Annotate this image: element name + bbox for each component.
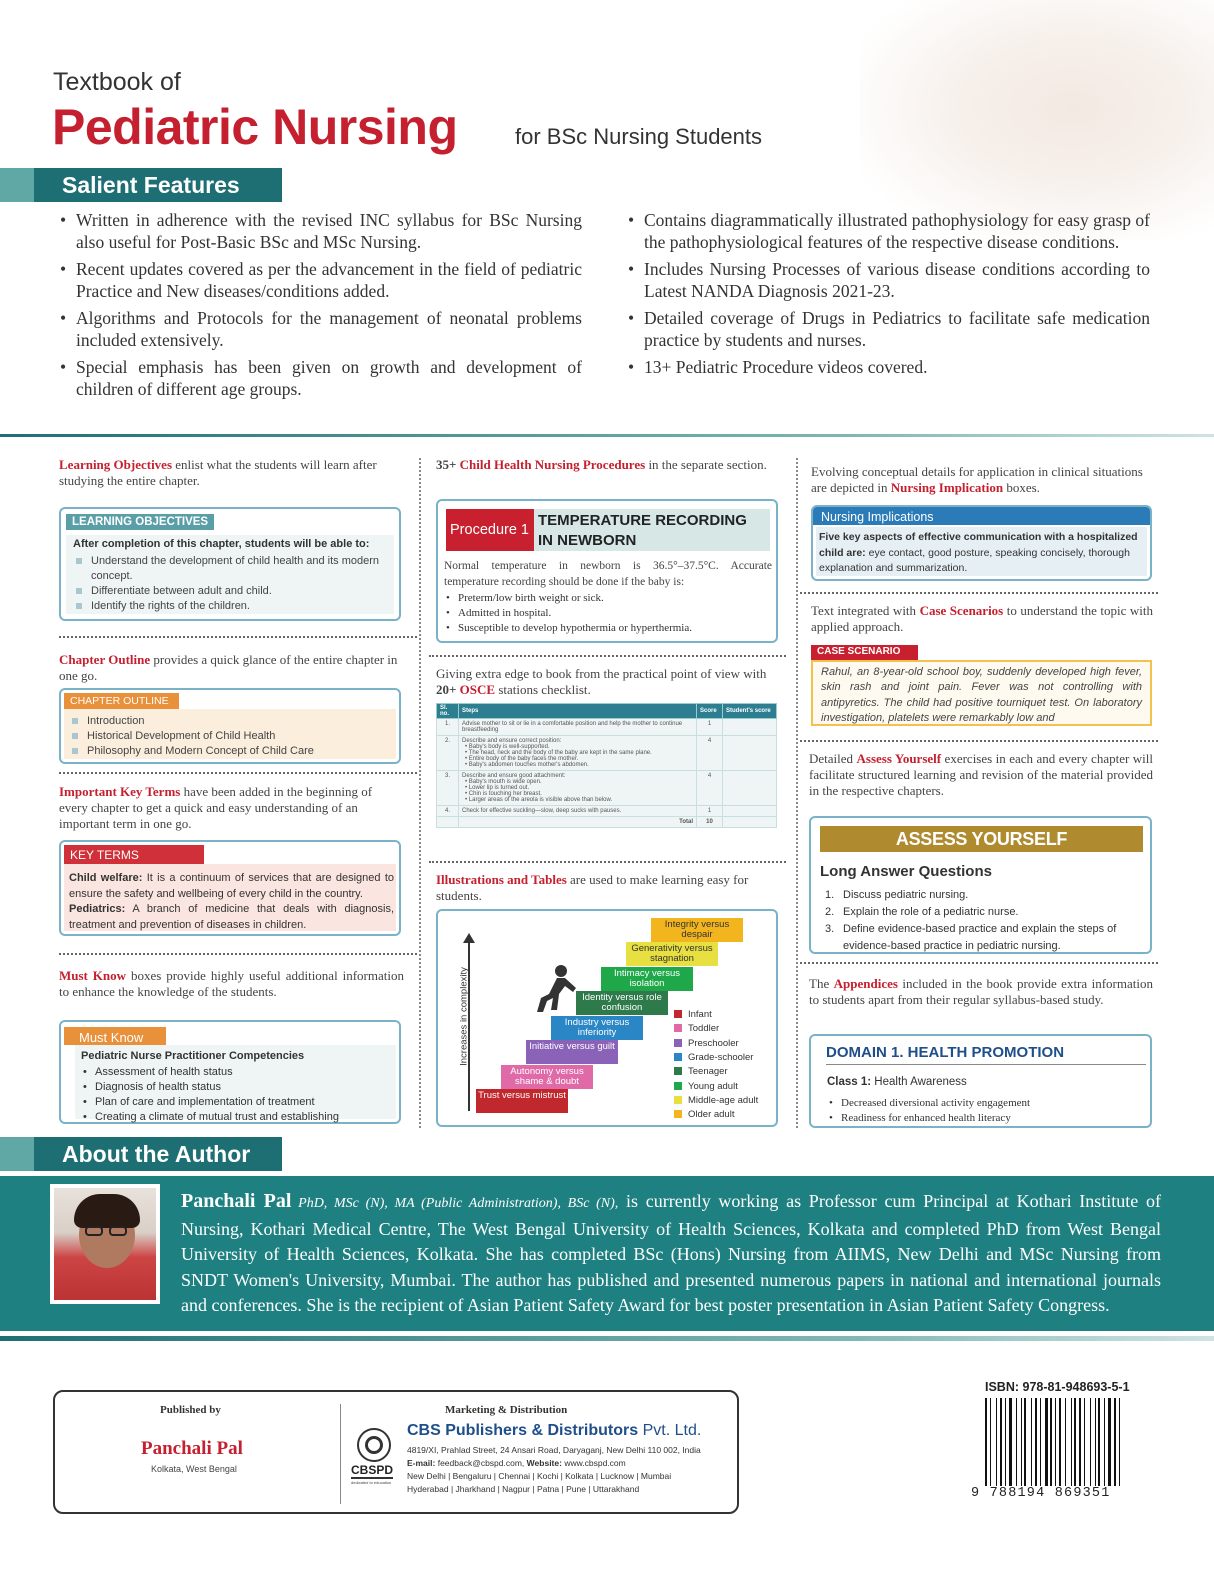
- publisher-name: Panchali Pal: [141, 1438, 243, 1459]
- legend-item: Preschooler: [674, 1038, 739, 1049]
- must-know-label: Must Know: [79, 1030, 144, 1045]
- stage-step: Generativity versus stagnation: [626, 942, 718, 966]
- baby-photo-background: [860, 0, 1214, 240]
- domain-class: Class 1: Health Awareness: [827, 1076, 967, 1088]
- legend-item: Middle-age adult: [674, 1095, 758, 1106]
- separator: [800, 740, 1158, 742]
- barcode-digits: 9 788194 869351: [971, 1486, 1111, 1501]
- distributor-name: CBS Publishers & Distributors Pvt. Ltd.: [407, 1422, 702, 1439]
- table-row: 4. Check for effective suckling—slow, deep sucks with pauses. 1: [437, 806, 777, 817]
- procedure-item: • Admitted in hospital.: [444, 606, 769, 621]
- domain-box: [809, 1034, 1152, 1128]
- domain-title: DOMAIN 1. HEALTH PROMOTION: [826, 1044, 1065, 1061]
- distributor-details: 4819/XI, Prahlad Street, 24 Ansari Road, Daryaganj, New Delhi 110 002, India E-mail: feedback@cbspd.com, Website: www.cbspd.com New Delhi | Bengaluru | Chennai | Kochi | Kolkata | Lucknow | Mumbai Hyderabad | Jharkhand | Nagpur | Patna | Pune | Uttarakhand: [407, 1445, 701, 1494]
- appendices-intro: The Appendices included in the book provide extra information to students apart from their regular syllabus-based study.: [809, 976, 1153, 1007]
- must-know-item: • Assessment of health status: [81, 1065, 391, 1080]
- stage-step: Initiative versus guilt: [526, 1040, 618, 1064]
- must-know-box: [59, 1020, 401, 1124]
- domain-list: [827, 1096, 1147, 1126]
- feature-item: • 13+ Pediatric Procedure videos covered.: [626, 356, 1150, 378]
- publisher-place: Kolkata, West Bengal: [151, 1464, 237, 1474]
- outline-item: Historical Development of Child Health: [69, 729, 389, 744]
- stage-step: Autonomy versus shame & doubt: [501, 1065, 593, 1089]
- arrow-head-icon: [463, 933, 475, 943]
- table-header: Steps: [459, 704, 697, 719]
- procedure-box: [436, 499, 778, 643]
- illustrations-intro: Illustrations and Tables are used to make learning easy for students.: [436, 872, 749, 903]
- feature-item: • Special emphasis has been given on growth and development of children of different age groups.: [58, 356, 582, 400]
- table-row: 3. Describe and ensure good attachment: • Baby's mouth is wide open. • Lower lip is turned out. • Chin is touching her breast. • Larger areas of the areola is visible above than below. 4: [437, 771, 777, 806]
- legend-item: Grade-schooler: [674, 1052, 753, 1063]
- feature-item: • Written in adherence with the revised INC syllabus for BSc Nursing also useful for Post-Basic BSc and MSc Nursing.: [58, 209, 582, 253]
- separator: [429, 861, 786, 863]
- must-know-item: • Creating a climate of mutual trust and establishing: [81, 1110, 391, 1125]
- separator: [800, 962, 1158, 964]
- book-subtitle: for BSc Nursing Students: [515, 124, 763, 149]
- salient-features-heading: Salient Features: [62, 172, 240, 198]
- development-staircase-figure: [436, 909, 778, 1127]
- case-scenario-intro: Text integrated with Case Scenarios to understand the topic with applied approach.: [811, 603, 1153, 634]
- separator: [59, 772, 417, 774]
- nursing-implications-text: Five key aspects of effective communication with a hospitalized child are: eye contact, good posture, speaking concisely, thorough explanation and summarization.: [819, 531, 1138, 574]
- author-photo: [50, 1184, 160, 1304]
- assess-yourself-box: [809, 816, 1152, 954]
- salient-features-right: [626, 209, 1150, 383]
- author-bio: Panchali Pal PhD, MSc (N), MA (Public Administration), BSc (N), is currently working as Professor cum Principal at Kothari Institute of Nursing, Kothari Medical Centre, The West Bengal University of Health Sciences, Kolkata and completed PhD from West Bengal University of Health Sciences, Kolkata. She has completed BSc (Hons) Nursing from AIIMS, New Delhi and MSc Nursing from SNDT Women's University, Mumbai. The author has published and presented numerous papers in national and international journals and conferences. She is the recipient of Asian Patient Safety Award for best poster presentation in Asian Patient Safety Congress.: [181, 1190, 1161, 1315]
- about-author-band: [0, 1137, 282, 1171]
- legend-item: Toddler: [674, 1023, 719, 1034]
- divider-top: [0, 434, 1214, 437]
- question-item: 1. Discuss pediatric nursing.: [825, 889, 969, 901]
- key-terms-box: [59, 840, 401, 936]
- procedure-text: Normal temperature in newborn is 36.5°–37.5°C. Accurate temperature recording should be done if the baby is:: [444, 560, 772, 588]
- salient-features-left: [58, 209, 582, 405]
- objective-item: Identify the rights of the children.: [73, 599, 391, 614]
- case-scenario-box: [811, 660, 1152, 726]
- table-total-row: Total 10: [437, 817, 777, 828]
- chapter-outline-label: CHAPTER OUTLINE: [70, 695, 169, 707]
- objective-item: Differentiate between adult and child.: [73, 584, 391, 599]
- nursing-implication-intro: Evolving conceptual details for application in clinical situations are depicted in Nursing Implication boxes.: [811, 464, 1143, 495]
- domain-item: • Decreased diversional activity engagement: [827, 1096, 1147, 1111]
- separator: [800, 592, 1158, 594]
- isbn-text: ISBN: 978-81-948693-5-1: [985, 1380, 1130, 1394]
- must-know-item: • Diagnosis of health status: [81, 1080, 391, 1095]
- barcode-bars: [985, 1398, 1145, 1486]
- feature-item: • Contains diagrammatically illustrated pathophysiology for easy grasp of the pathophysiological features of the respective disease conditions.: [626, 209, 1150, 253]
- domain-item: • Readiness for enhanced health literacy: [827, 1111, 1147, 1126]
- case-scenario-text: Rahul, an 8-year-old school boy, suddenly developed high fever, skin rash and joint pain. Fever was not controlling with antipyretics. The child had positive tourniquet test. On laboratory investigation, platelets were remarkably low and: [821, 666, 1142, 724]
- title-prefix: Textbook of: [53, 68, 181, 96]
- table-header: Score: [697, 704, 723, 719]
- key-terms-intro: Important Key Terms have been added in the beginning of every chapter to get a quick and easy understanding of an important term in one go.: [59, 784, 373, 831]
- nursing-implications-label: Nursing Implications: [821, 510, 934, 524]
- assess-yourself-intro: Detailed Assess Yourself exercises in each and every chapter will facilitate structured learning and revision of the material provided in the respective chapters.: [809, 751, 1153, 798]
- book-title: Pediatric Nursing: [52, 99, 458, 155]
- legend-item: Teenager: [674, 1066, 728, 1077]
- stage-step: Identity versus role confusion: [576, 991, 668, 1015]
- feature-item: • Includes Nursing Processes of various disease conditions according to Latest NANDA Diagnosis 2021-23.: [626, 258, 1150, 302]
- question-item: 2. Explain the role of a pediatric nurse.: [825, 906, 1019, 918]
- assess-yourself-banner: ASSESS YOURSELF: [820, 826, 1143, 852]
- about-author-heading: About the Author: [62, 1141, 251, 1167]
- learning-objectives-list: [73, 554, 391, 614]
- published-by-label: Published by: [160, 1404, 221, 1416]
- learning-objectives-intro: Learning Objectives enlist what the students will learn after studying the entire chapter.: [59, 457, 377, 488]
- procedure-label: Procedure 1: [450, 522, 529, 538]
- table-header: Student's score: [723, 704, 777, 719]
- divider-bottom: [0, 1336, 1214, 1341]
- must-know-head: Pediatric Nurse Practitioner Competencies: [81, 1050, 305, 1062]
- outline-item: Philosophy and Modern Concept of Child Care: [69, 744, 389, 759]
- nursing-implications-box: [811, 505, 1152, 581]
- separator: [59, 953, 417, 955]
- chapter-outline-intro: Chapter Outline provides a quick glance of the entire chapter in one go.: [59, 652, 398, 683]
- column-divider-1: [419, 458, 421, 1128]
- table-row: 1. Advise mother to sit or lie in a comfortable position and help the mother to continue breastfeeding 1: [437, 719, 777, 736]
- learning-objectives-label: LEARNING OBJECTIVES: [66, 514, 214, 530]
- must-know-list: [81, 1065, 391, 1125]
- learning-objectives-box: [59, 507, 401, 621]
- separator: [59, 636, 417, 638]
- procedure-item: • Preterm/low birth weight or sick.: [444, 591, 769, 606]
- stage-step: Trust versus mistrust: [476, 1089, 568, 1113]
- climbing-person-icon: [531, 964, 579, 1019]
- separator: [429, 655, 786, 657]
- must-know-intro: Must Know boxes provide highly useful additional information to enhance the knowledge of the students.: [59, 968, 404, 999]
- cbspd-logo-icon: CBSPD dedicated to education: [351, 1428, 396, 1478]
- long-answer-heading: Long Answer Questions: [820, 863, 992, 880]
- y-axis-label: Increases in complexity: [458, 967, 470, 1066]
- procedure-list: [444, 591, 769, 636]
- feature-item: • Detailed coverage of Drugs in Pediatrics to facilitate safe medication practice by students and nurses.: [626, 307, 1150, 351]
- key-terms-label: KEY TERMS: [70, 848, 139, 862]
- osce-intro: Giving extra edge to book from the practical point of view with 20+ OSCE stations checklist.: [436, 666, 767, 697]
- table-row: 2. Describe and ensure correct position: • Baby's body is well-supported. • The head, neck and the body of the baby are kept in the same plane. • Entire body of the baby faces the mother. • Baby's abdomen touches mother's abdomen. 4: [437, 736, 777, 771]
- question-item: 3. Define evidence-based practice and explain the steps of evidence-based practice in pediatric nursing.: [825, 923, 1117, 952]
- column-divider-2: [796, 458, 798, 1128]
- legend-item: Infant: [674, 1009, 712, 1020]
- must-know-item: • Plan of care and implementation of treatment: [81, 1095, 391, 1110]
- feature-item: • Recent updates covered as per the advancement in the field of pediatric Practice and New diseases/conditions added.: [58, 258, 582, 302]
- objective-item: Understand the development of child health and its modern concept.: [73, 554, 391, 584]
- feature-item: • Algorithms and Protocols for the management of neonatal problems included extensively.: [58, 307, 582, 351]
- case-scenario-label: CASE SCENARIO: [817, 646, 901, 657]
- stage-step: Intimacy versus isolation: [601, 967, 693, 991]
- chapter-outline-list: [69, 714, 389, 759]
- assess-yourself-list: [825, 887, 1143, 955]
- key-terms-text: Child welfare: It is a continuum of services that are designed to ensure the safety and wellbeing of every child in the country. Pediatrics: A branch of medicine that deals with diagnosis, treatment and prevention of diseases in children.: [69, 872, 395, 931]
- marketing-label: Marketing & Distribution: [445, 1404, 568, 1416]
- table-header: Sl. no.: [437, 704, 459, 719]
- salient-features-band: [0, 168, 282, 202]
- learning-objectives-head: After completion of this chapter, students will be able to:: [73, 538, 370, 550]
- stage-step: Industry versus inferiority: [551, 1016, 643, 1040]
- isbn-barcode: [971, 1380, 1145, 1505]
- chapter-outline-box: [59, 688, 401, 764]
- procedures-intro: 35+ Child Health Nursing Procedures in the separate section.: [436, 457, 767, 472]
- legend-item: Older adult: [674, 1109, 734, 1120]
- stage-step: Integrity versus despair: [651, 918, 743, 942]
- outline-item: Introduction: [69, 714, 389, 729]
- procedure-title: TEMPERATURE RECORDING IN NEWBORN: [538, 512, 747, 549]
- legend-item: Young adult: [674, 1081, 738, 1092]
- procedure-item: • Susceptible to develop hypothermia or hyperthermia.: [444, 621, 769, 636]
- osce-checklist-table: [436, 703, 777, 828]
- publisher-box: [53, 1390, 739, 1514]
